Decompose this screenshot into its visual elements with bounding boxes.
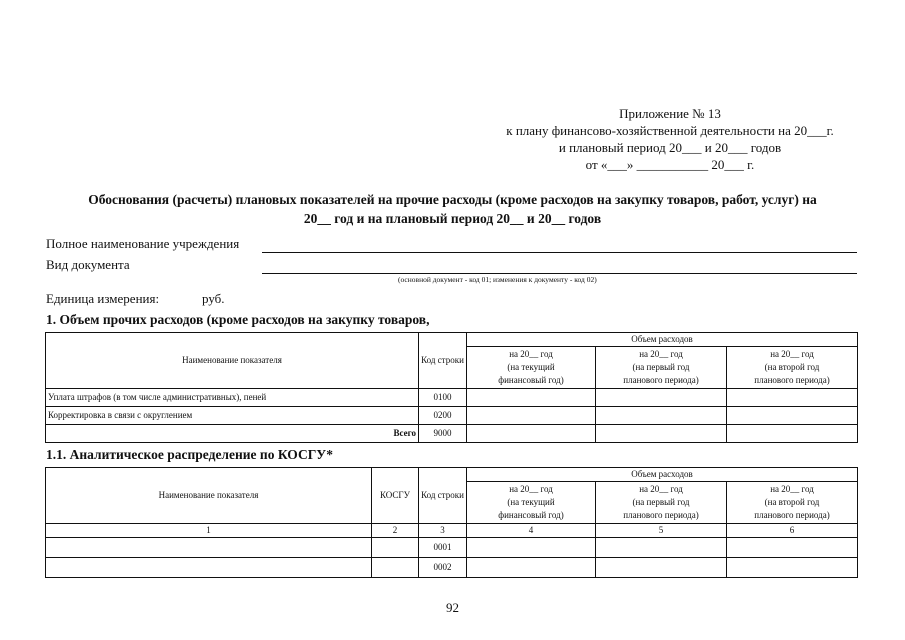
table-row-total [46,425,858,443]
appendix-plan-ref: к плану финансово-хозяйственной деятельности на 20___г. [506,123,834,138]
row-name[interactable] [46,558,372,578]
col-header-year-first: на 20__ год (на первый год планового периода) [596,482,727,524]
col-header-name: Наименование показателя [46,333,419,389]
col-header-kosgu: КОСГУ [372,468,419,524]
col-header-year-current: на 20__ год (на текущий финансовый год) [467,482,596,524]
col-header-year-second: на 20__ год (на второй год планового периода) [727,482,858,524]
section-1-heading: 1. Объем прочих расходов (кроме расходов на закупку товаров, [46,312,430,327]
column-number: 3 [419,524,467,538]
row-code: 0001 [419,538,467,558]
value-cell[interactable] [596,558,727,578]
value-cell[interactable] [467,407,596,425]
row-code: 9000 [419,425,467,443]
value-cell[interactable] [596,389,727,407]
appendix-plan-period: и плановый период 20___ и 20___ годов [558,140,782,155]
table-row [46,407,858,425]
value-cell[interactable] [596,407,727,425]
column-number: 2 [372,524,419,538]
value-cell[interactable] [467,425,596,443]
table-row [46,538,858,558]
table-row [46,558,858,578]
title-line-1: Обоснования (расчеты) плановых показателей на прочие расходы (кроме расходов на закупку товаров, работ, услуг) на [88,192,817,207]
doc-type-note: (основной документ - код 01; изменения к документу - код 02) [398,275,597,284]
value-cell[interactable] [727,425,858,443]
institution-label: Полное наименование учреждения [46,236,240,251]
page-number: 92 [446,600,459,615]
doc-type-label: Вид документа [46,257,130,272]
row-name[interactable] [46,538,372,558]
column-numbers-row [46,524,858,538]
value-cell[interactable] [596,538,727,558]
col-header-code: Код строки [419,468,467,524]
value-cell[interactable] [727,538,858,558]
col-header-year-second: на 20__ год (на второй год планового периода) [727,347,858,389]
title-line-2: 20__ год и на плановый период 20__ и 20__ годов [303,211,602,226]
row-kosgu[interactable] [372,538,419,558]
appendix-header [480,105,860,173]
row-code: 0100 [419,389,467,407]
col-header-code: Код строки [419,333,467,389]
value-cell[interactable] [596,425,727,443]
column-number: 5 [596,524,727,538]
appendix-date: от «___» ___________ 20___ г. [585,157,755,172]
appendix-number: Приложение № 13 [619,106,721,121]
col-header-volume: Объем расходов [467,468,858,482]
institution-name-line[interactable] [262,252,857,253]
value-cell[interactable] [727,558,858,578]
col-header-name: Наименование показателя [46,468,372,524]
value-cell[interactable] [467,389,596,407]
column-number: 6 [727,524,858,538]
doc-type-line[interactable] [262,273,857,274]
row-code: 0002 [419,558,467,578]
unit-label: Единица измерения: [46,291,160,306]
row-code: 0200 [419,407,467,425]
expenses-table [45,332,858,443]
table-row [46,389,858,407]
col-header-year-current: на 20__ год (на текущий финансовый год) [467,347,596,389]
value-cell[interactable] [727,407,858,425]
kosgu-table [45,467,858,578]
column-number: 1 [46,524,372,538]
row-kosgu[interactable] [372,558,419,578]
col-header-volume: Объем расходов [467,333,858,347]
unit-value: руб. [202,291,225,306]
value-cell[interactable] [467,558,596,578]
row-name: Уплата штрафов (в том числе административных), пеней [46,389,419,407]
col-header-year-first: на 20__ год (на первый год планового периода) [596,347,727,389]
row-name-total: Всего [46,425,419,443]
value-cell[interactable] [727,389,858,407]
value-cell[interactable] [467,538,596,558]
section-1-1-heading: 1.1. Аналитическое распределение по КОСГУ* [46,447,333,462]
document-title [40,190,865,228]
column-number: 4 [467,524,596,538]
row-name: Корректировка в связи с округлением [46,407,419,425]
